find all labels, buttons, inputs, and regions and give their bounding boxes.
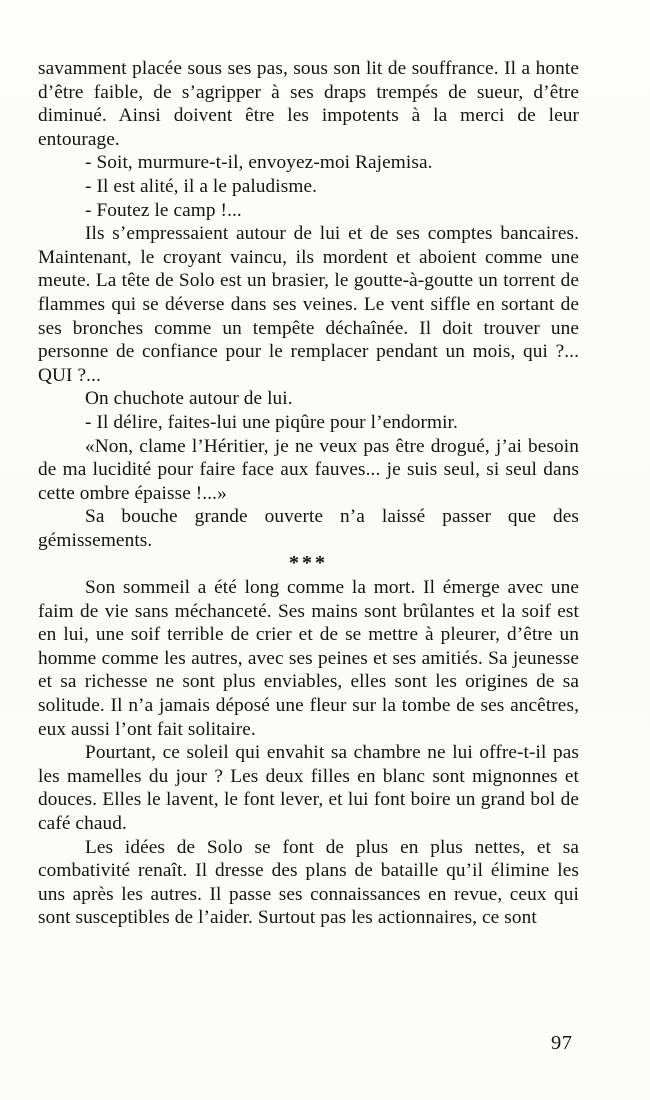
- paragraph: Les idées de Solo se font de plus en plus nettes, et sa combativité renaît. Il dresse des plans de bataille qu’il élimine les uns après les autres. Il passe ses connaissances en revue, ceux qui sont susceptibles de l’aider. Surtout pas les actionnaires, ce sont: [38, 836, 579, 929]
- dialogue-line: - Soit, murmure-t-il, envoyez-moi Rajemisa.: [85, 152, 433, 174]
- paragraph: Ils s’empressaient autour de lui et de ses comptes bancaires. Maintenant, le croyant vaincu, ils mordent et aboient comme une meute. La tête de Solo est un brasier, le goutte-à-goutte un torrent de flammes qui se déverse dans ses veines. Le vent siffle en sortant de ses bronches comme un tempête déchaînée. Il doit trouver une personne de confiance pour le remplacer pendant un mois, qui ?... QUI ?...: [38, 223, 579, 386]
- paragraph: Son sommeil a été long comme la mort. Il émerge avec une faim de vie sans méchanceté. Ses mains sont brûlantes et la soif est en lui, une soif terrible de crier et de se mettre à pleurer, d’être un homme comme les autres, avec ses peines et ses amitiés. Sa jeunesse et sa richesse ne sont plus enviables, elles sont les origines de sa solitude. Il n’a jamais déposé une fleur sur la tombe de ses ancêtres, eux aussi l’ont fait solitaire.: [38, 577, 579, 740]
- page-number: 97: [551, 1032, 573, 1054]
- section-separator: ***: [289, 552, 328, 575]
- paragraph: On chuchote autour de lui.: [85, 388, 293, 410]
- dialogue-line: - Foutez le camp !...: [85, 199, 242, 221]
- paragraph: savamment placée sous ses pas, sous son lit de souffrance. Il a honte d’être faible, de s’agripper à ses draps trempés de sueur, d’être diminué. Ainsi doivent être les impotents à la merci de leur entourage.: [38, 58, 579, 150]
- quote-paragraph: «Non, clame l’Héritier, je ne veux pas être drogué, j’ai besoin de ma lucidité pour faire face aux fauves... je suis seul, si seul dans cette ombre épaisse !...»: [38, 435, 579, 504]
- dialogue-line: - Il délire, faites-lui une piqûre pour l’endormir.: [85, 411, 458, 433]
- page-text-block: [38, 57, 579, 930]
- paragraph: Pourtant, ce soleil qui envahit sa chambre ne lui offre-t-il pas les mamelles du jour ? Les deux filles en blanc sont mignonnes et douces. Elles le lavent, le font lever, et lui font boire un grand bol de café chaud.: [38, 742, 579, 834]
- dialogue-line: - Il est alité, il a le paludisme.: [85, 175, 318, 197]
- paragraph: Sa bouche grande ouverte n’a laissé passer que des gémissements.: [38, 506, 579, 551]
